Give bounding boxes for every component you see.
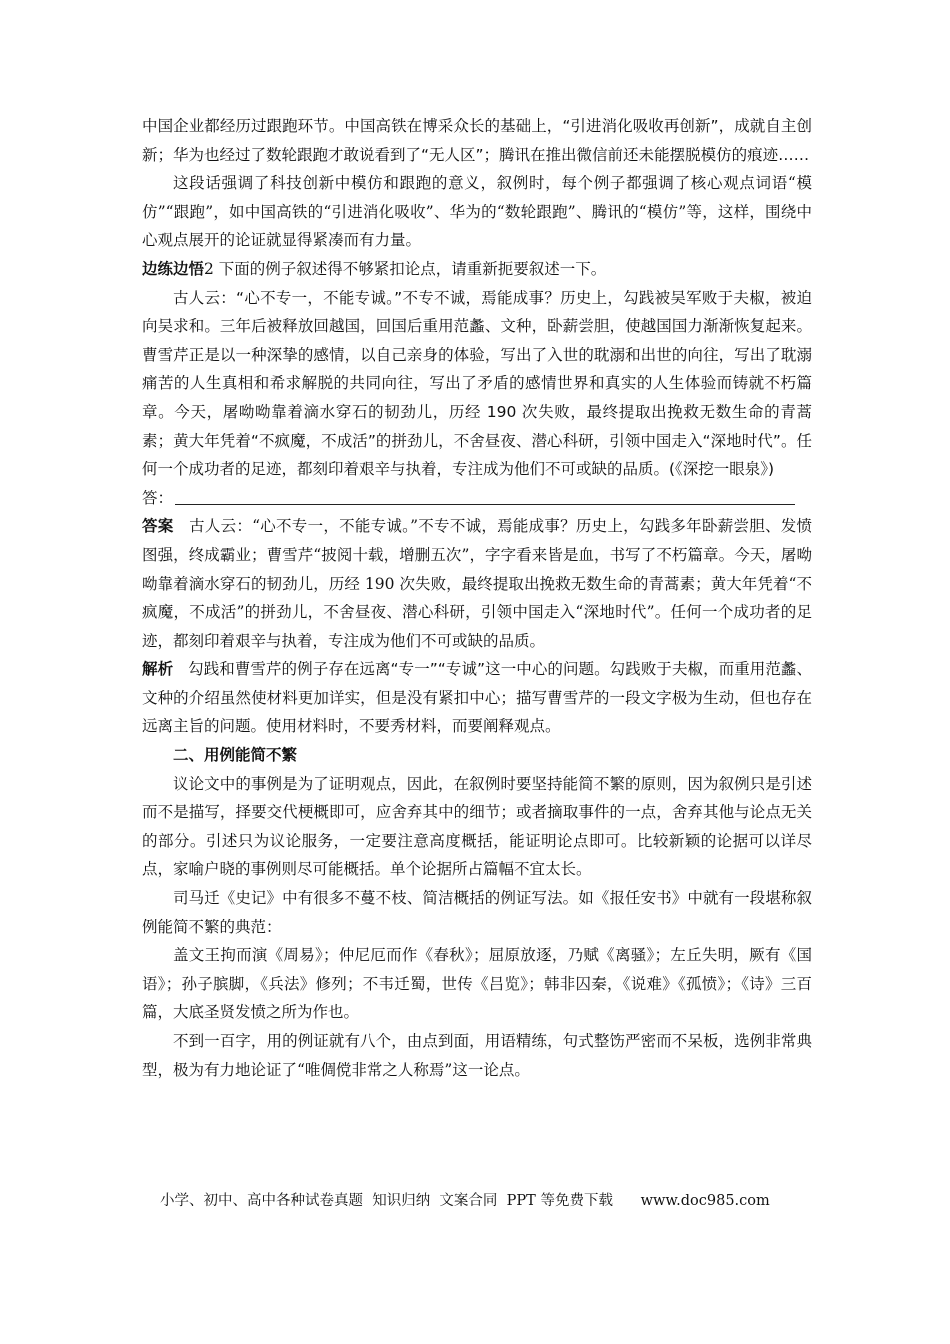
analysis-text: 勾践和曹雪芹的例子存在远离“专一”“专诚”这一中心的问题。勾践败于夫椒，而重用范蠡、文种的介绍虽然使材料更加详实，但是没有紧扣中心；描写曹雪芹的一段文字极为生动，但也存在远离主旨的问题。使用材料时，不要秀材料，而要阐释观点。 [142, 660, 812, 736]
paragraph-answer [142, 512, 812, 655]
paragraph-tech-examples: 中国企业都经历过跟跑环节。中国高铁在博采众长的基础上，“引进消化吸收再创新”，成就自主创新；华为也经过了数轮跟跑才敢说看到了“无人区”；腾讯在推出微信前还未能摆脱模仿的痕迹…… [142, 117, 812, 164]
exercise-label: 边练边悟 [142, 259, 205, 278]
answer-label: 答案 [142, 517, 174, 536]
answer-text: 古人云：“心不专一，不能专诚。”不专不诚，焉能成事？历史上，勾践多年卧薪尝胆、发愤图强，终成霸业；曹雪芹“披阅十载，增删五次”，字字看来皆是血，书写了不朽篇章。今天，屠呦呦靠着滴水穿石的韧劲儿，历经 190 次失败，最终提取出挽救无数生命的青蒿素；黄大年凭着“不疯魔，不成活”的拼劲儿，不舍昼夜、潜心科研，引领中国走入“深地时代”。任何一个成功者的足迹，都刻印着艰辛与执着，专注成为他们不可或缺的品质。 [142, 517, 812, 650]
exercise-text: 2 下面的例子叙述得不够紧扣论点，请重新扼要叙述一下。 [204, 259, 607, 278]
paragraph-sima-qian: 司马迁《史记》中有很多不蔓不枝、简洁概括的例证写法。如《报任安书》中就有一段堪称叙例能简不繁的典范： [142, 889, 812, 936]
answer-field[interactable] [142, 484, 812, 513]
paragraph-analysis [142, 655, 812, 741]
answer-underline [175, 486, 795, 505]
footer-url[interactable]: www.doc985.com [640, 1193, 770, 1209]
page-footer [160, 1190, 820, 1212]
analysis-label: 解析 [142, 660, 174, 679]
answer-prompt: 答： [142, 488, 174, 507]
paragraph-exercise-passage: 古人云：“心不专一，不能专诚。”不专不诚，焉能成事？历史上，勾践被吴军败于夫椒，被迫向吴求和。三年后被释放回越国，回国后重用范蠡、文种，卧薪尝胆，使越国国力渐渐恢复起来。曹雪芹正是以一种深挚的感情，以自己亲身的体验，写出了入世的耽溺和出世的向往，写出了耽溺痛苦的人生真相和希求解脱的共同向往，写出了矛盾的感情世界和真实的人生体验而铸就不朽篇章。今天，屠呦呦靠着滴水穿石的韧劲儿，历经 190 次失败，最终提取出挽救无数生命的青蒿素；黄大年凭着“不疯魔，不成活”的拼劲儿，不舍昼夜、潜心科研，引领中国走入“深地时代”。任何一个成功者的足迹，都刻印着艰辛与执着，专注成为他们不可或缺的品质。(《深挖一眼泉》) [142, 288, 812, 479]
exercise-prompt [142, 255, 812, 284]
section-heading: 二、用例能简不繁 [173, 746, 298, 765]
paragraph-conclusion: 不到一百字，用的例证就有八个，由点到面，用语精练，句式整饬严密而不呆板，选例非常典型，极为有力地论证了“唯倜傥非常之人称焉”这一论点。 [142, 1032, 812, 1079]
footer-text: 小学、初中、高中各种试卷真题 知识归纳 文案合同 PPT 等免费下载 [160, 1193, 613, 1209]
paragraph-commentary: 这段话强调了科技创新中模仿和跟跑的意义，叙例时，每个例子都强调了核心观点词语“模仿”“跟跑”，如中国高铁的“引进消化吸收”、华为的“数轮跟跑”、腾讯的“模仿”等，这样，围绕中心观点展开的论证就显得紧凑而有力量。 [142, 174, 812, 250]
paragraph-principle: 议论文中的事例是为了证明观点，因此，在叙例时要坚持能简不繁的原则，因为叙例只是引述而不是描写，择要交代梗概即可，应舍弃其中的细节；或者摘取事件的一点，舍弃其他与论点无关的部分。引述只为议论服务，一定要注意高度概括，能证明论点即可。比较新颖的论据可以详尽点，家喻户晓的事例则尽可能概括。单个论据所占篇幅不宜太长。 [142, 774, 812, 879]
paragraph-quote: 盖文王拘而演《周易》；仲尼厄而作《春秋》；屈原放逐，乃赋《离骚》；左丘失明，厥有《国语》；孙子膑脚，《兵法》修列；不韦迁蜀，世传《吕览》；韩非囚秦，《说难》《孤愤》；《诗》三百篇，大底圣贤发愤之所为作也。 [142, 946, 812, 1022]
document-page [142, 112, 812, 1084]
